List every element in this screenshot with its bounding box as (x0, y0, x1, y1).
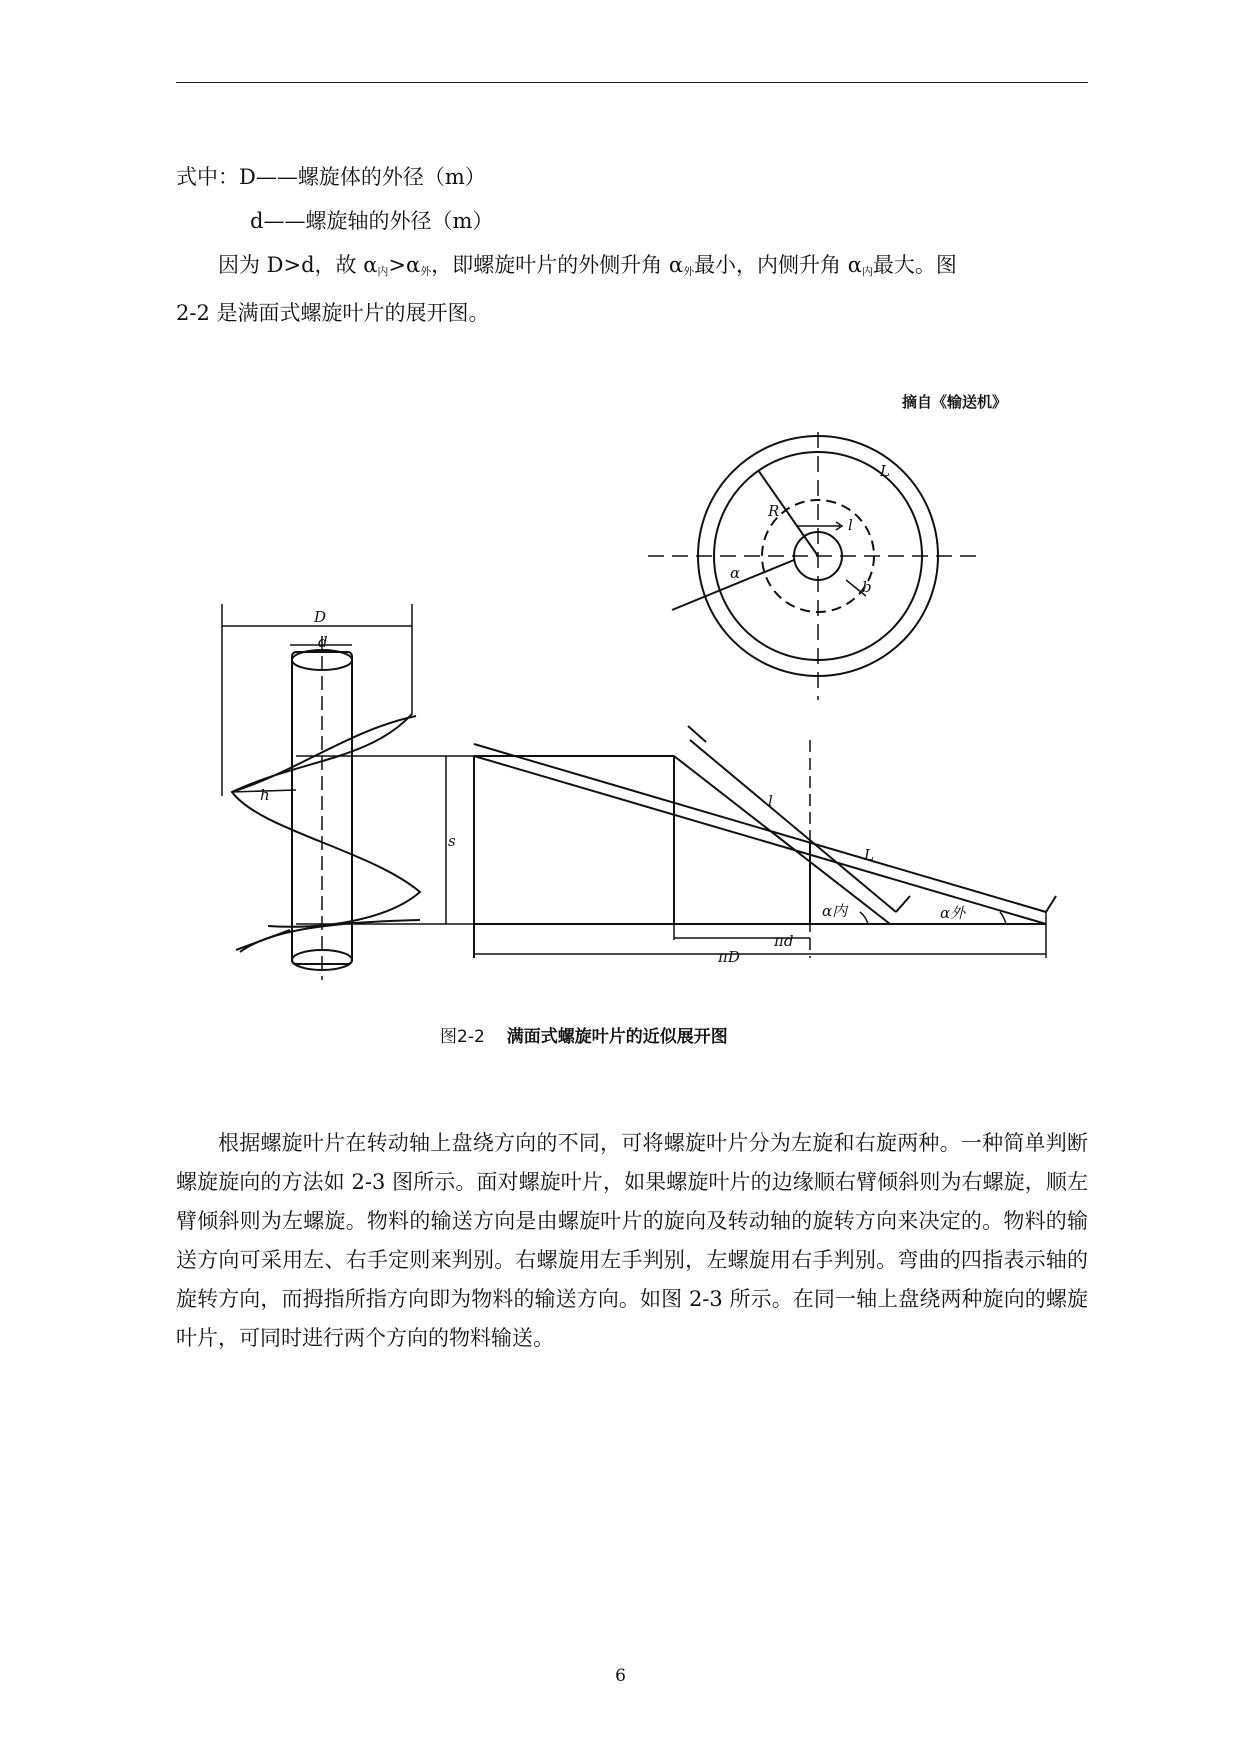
label-L-circle: L (880, 462, 890, 480)
label-h: h (260, 786, 270, 804)
helix-tail (236, 930, 290, 950)
label-l-circle: l (848, 516, 853, 534)
label-alpha-in: α内 (822, 902, 848, 920)
paragraph-1-line-2: 2-2 是满面式螺旋叶片的展开图。 (176, 301, 490, 325)
inner-arrow-head (896, 896, 910, 912)
definition-d: d——螺旋轴的外径（m） (250, 209, 494, 233)
p1-text-a: 因为 D>d，故 α (218, 253, 378, 277)
radius-R-line (758, 470, 818, 556)
caption-number: 图2-2 (440, 1027, 485, 1047)
outer-hypotenuse (474, 756, 1046, 924)
label-pi-D: πD (718, 948, 740, 966)
label-D: D (314, 608, 327, 626)
outer-blade-edge (474, 744, 1046, 912)
page-number: 6 (615, 1666, 626, 1686)
paragraph-2: 根据螺旋叶片在转动轴上盘绕方向的不同，可将螺旋叶片分为左旋和右旋两种。一种简单判断螺旋旋向的方法如 2-3 图所示。面对螺旋叶片，如果螺旋叶片的边缘顺右臂倾斜则为右螺旋，顺左臂倾斜则为左螺旋。物料的输送方向是由螺旋叶片的旋向及转动轴的旋转方向来决定的。物料的输送方向可采用左、右手定则来判别。右螺旋用左手判别，左螺旋用右手判别。弯曲的四指表示轴的旋转方向，而拇指所指方向即为物料的输送方向。如图 2-3 所示。在同一轴上盘绕两种旋向的螺旋叶片，可同时进行两个方向的物料输送。 (176, 1131, 1088, 1350)
outer-arrow-head (1046, 896, 1056, 912)
p1-sub-3: 外 (683, 265, 695, 278)
label-L-diagonal: L (864, 846, 874, 864)
l-arrow (796, 522, 842, 530)
label-d: d (318, 633, 328, 651)
p1-text-b: >α (388, 253, 421, 277)
p1-text-c: ，即螺旋叶片的外侧升角 α (431, 253, 684, 277)
helix-lower-curve (240, 920, 420, 952)
p1-sub-4: 内 (861, 265, 873, 278)
circle-view (648, 432, 984, 700)
p1-text-e: 最大。图 (872, 253, 957, 277)
label-pi-d: πd (774, 932, 794, 950)
helix-outer-curve (232, 714, 420, 927)
definition-D: 式中：D——螺旋体的外径（m） (176, 165, 486, 189)
label-R: R (768, 502, 780, 520)
label-l-diagonal: l (768, 792, 773, 810)
figure-caption (440, 1022, 728, 1047)
p1-text-d: 最小，内侧升角 α (694, 253, 862, 277)
inner-blade-edge (690, 740, 896, 912)
label-s: s (448, 832, 456, 850)
figure-source: 摘自《输送机》 (902, 393, 1008, 411)
p1-sub-1: 内 (377, 265, 389, 278)
label-alpha: α (730, 564, 741, 582)
label-alpha-out: α外 (940, 904, 966, 922)
alpha-out-arc (1000, 912, 1006, 924)
p1-sub-2: 外 (420, 265, 432, 278)
development-view (296, 726, 1056, 958)
alpha-in-arc (860, 912, 868, 924)
inner-hypotenuse (674, 756, 890, 924)
label-b: b (862, 578, 872, 596)
caption-title: 满面式螺旋叶片的近似展开图 (506, 1027, 728, 1047)
